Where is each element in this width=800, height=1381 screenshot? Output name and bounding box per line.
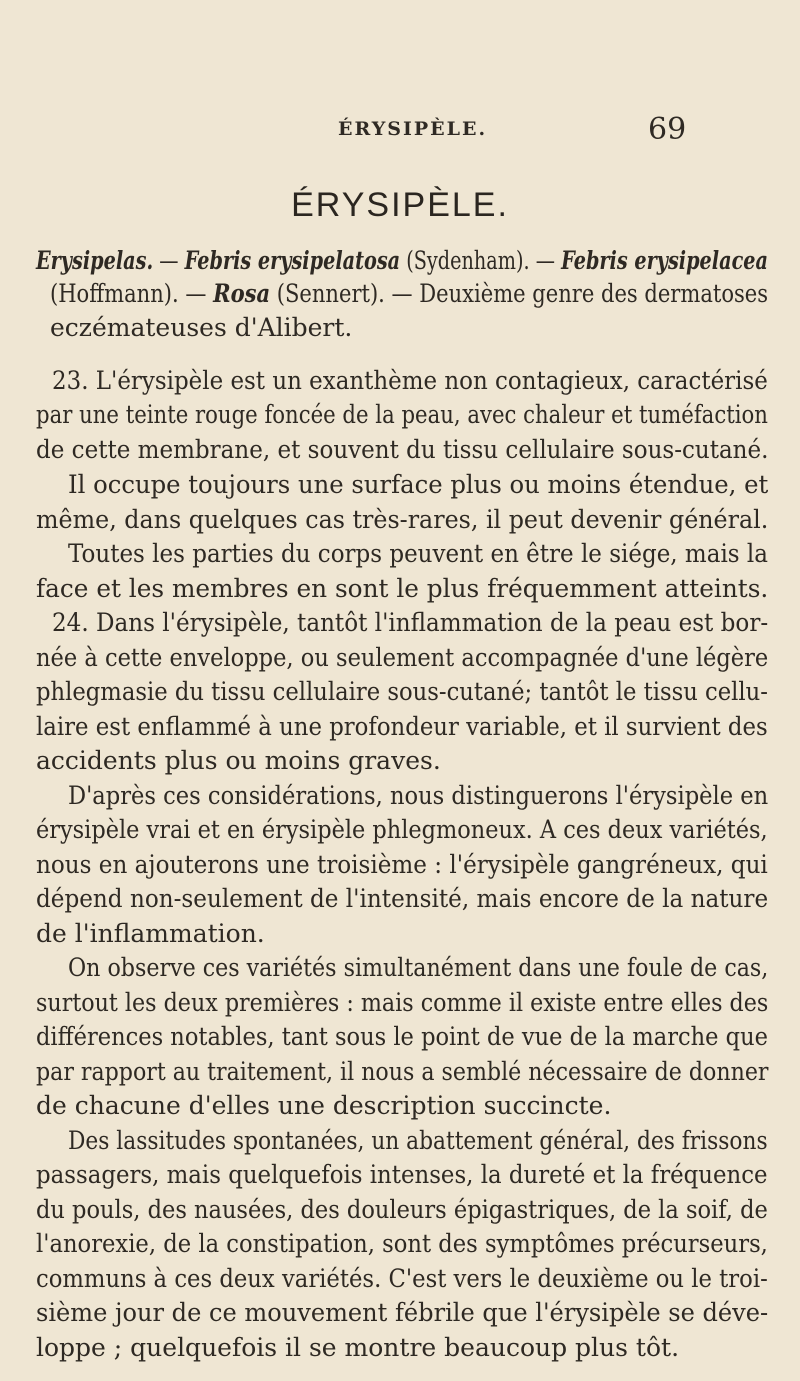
text-line [36, 677, 768, 707]
text-segment: phlegmasie du tissu cellulaire sous-cutané; tantôt le tissu cellu- [36, 677, 768, 706]
text-segment: du pouls, des nausées, des douleurs épigastriques, de la soif, de [36, 1195, 768, 1224]
text-line [36, 1264, 768, 1294]
text-segment: On observe ces variétés simultanément dans une foule de cas, [68, 953, 769, 982]
text-line [36, 1057, 768, 1087]
text-segment: l'anorexie, de la constipation, sont des symptômes précurseurs, [36, 1229, 768, 1258]
text-segment: loppe ; quelquefois il se montre beaucoup plus tôt. [36, 1333, 680, 1362]
text-line [36, 1195, 768, 1225]
italic-term: Rosa [213, 279, 271, 308]
text-line [36, 884, 768, 914]
section-title: ÉRYSIPÈLE. [291, 186, 509, 224]
text-line [36, 712, 768, 742]
text-segment: Toutes les parties du corps peuvent en être le siége, mais la [68, 539, 768, 568]
text-line [36, 1091, 611, 1121]
text-line [36, 643, 768, 673]
text-segment: D'après ces considérations, nous distinguerons l'érysipèle en [68, 781, 769, 810]
text-segment: même, dans quelques cas très-rares, il peut devenir général. [36, 505, 769, 534]
text-segment: (Sennert). — Deuxième genre des dermatoses [270, 279, 769, 308]
text-line [36, 850, 768, 880]
text-segment: née à cette enveloppe, ou seulement accompagnée d'une légère [36, 643, 769, 672]
text-segment: eczémateuses d'Alibert. [50, 313, 353, 342]
text-line [50, 313, 352, 343]
text-line [50, 279, 768, 309]
italic-term: Erysipelas. [36, 246, 154, 275]
text-segment: (Hoffmann). — [50, 279, 214, 308]
text-line [36, 988, 768, 1018]
text-segment: passagers, mais quelquefois intenses, la dureté et la fréquence [36, 1160, 768, 1189]
italic-term: Febris erysipelacea [561, 246, 769, 275]
page-number: 69 [648, 112, 687, 147]
running-head [0, 112, 800, 152]
text-segment: 23. L'érysipèle est un exanthème non contagieux, caractérisé [52, 366, 768, 395]
text-line [68, 470, 768, 500]
text-line [52, 608, 768, 638]
text-segment: différences notables, tant sous le point de vue de la marche que [36, 1022, 768, 1051]
text-line [36, 574, 768, 604]
text-segment: surtout les deux premières : mais comme il existe entre elles des [36, 988, 769, 1017]
text-segment: dépend non-seulement de l'intensité, mais encore de la nature [36, 884, 769, 913]
text-segment: érysipèle vrai et en érysipèle phlegmoneux. A ces deux variétés, [36, 815, 768, 844]
text-line [36, 246, 768, 276]
italic-term: Febris erysipelatosa [184, 246, 401, 275]
text-segment: nous en ajouterons une troisième : l'érysipèle gangréneux, qui [36, 850, 768, 879]
text-line [36, 400, 768, 430]
text-line [36, 1298, 768, 1328]
running-head-title: ÉRYSIPÈLE. [338, 118, 488, 140]
text-line [52, 366, 768, 396]
text-line [36, 1229, 768, 1259]
text-segment: Des lassitudes spontanées, un abattement général, des frissons [68, 1126, 768, 1155]
text-segment: par rapport au traitement, il nous a semblé nécessaire de donner [36, 1057, 769, 1086]
text-segment: 24. Dans l'érysipèle, tantôt l'inflammation de la peau est bor- [52, 608, 769, 637]
text-line [36, 815, 768, 845]
text-segment: laire est enflammé à une profondeur variable, et il survient des [36, 712, 768, 741]
text-line [36, 746, 441, 776]
text-segment: (Sydenham). — [400, 246, 562, 275]
text-segment: de l'inflammation. [36, 919, 265, 948]
text-line [68, 953, 768, 983]
text-segment: de chacune d'elles une description succincte. [36, 1091, 612, 1120]
text-line [68, 539, 768, 569]
text-segment: communs à ces deux variétés. C'est vers le deuxième ou le troi- [36, 1264, 768, 1293]
text-line [36, 505, 768, 535]
text-line [68, 781, 768, 811]
text-line [68, 1126, 768, 1156]
text-line [36, 1333, 679, 1363]
text-line [36, 919, 265, 949]
text-line [36, 1160, 768, 1190]
text-segment: — [153, 246, 185, 275]
text-segment: par une teinte rouge foncée de la peau, avec chaleur et tuméfaction [36, 400, 768, 429]
text-segment: sième jour de ce mouvement fébrile que l'érysipèle se déve- [36, 1298, 769, 1327]
text-segment: de cette membrane, et souvent du tissu cellulaire sous-cutané. [36, 435, 769, 464]
text-segment: accidents plus ou moins graves. [36, 746, 441, 775]
text-line [36, 1022, 768, 1052]
text-segment: face et les membres en sont le plus fréquemment atteints. [36, 574, 769, 603]
text-line [36, 435, 768, 465]
text-segment: Il occupe toujours une surface plus ou moins étendue, et [68, 470, 769, 499]
